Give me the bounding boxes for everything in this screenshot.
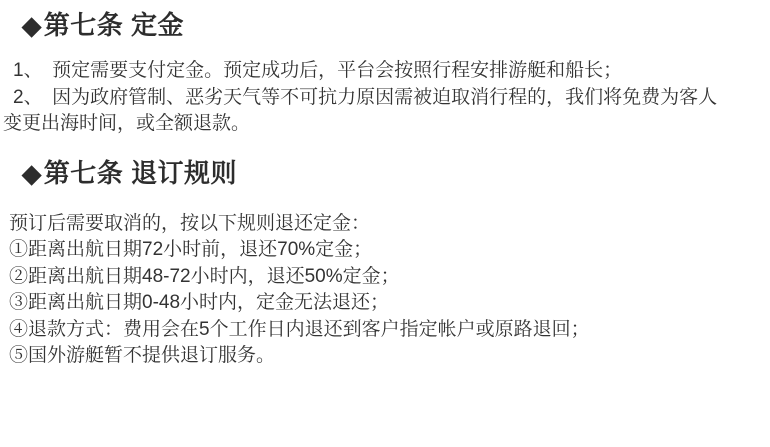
section-deposit <box>0 8 770 138</box>
deposit-term-line-2-continuation: 变更出海时间，或全额退款。 <box>3 113 251 134</box>
section-deposit-heading-text: 第七条 定金 <box>43 10 184 40</box>
diamond-icon: ◆ <box>22 159 42 188</box>
section-deposit-heading <box>0 8 770 43</box>
deposit-terms-list <box>0 58 770 138</box>
section-cancellation-rules <box>0 156 770 370</box>
deposit-term-line-2: 2、 因为政府管制、恶劣天气等不可抗力原因需被迫取消行程的，我们将免费为客人 <box>13 86 718 108</box>
cancellation-rules-list <box>0 211 770 370</box>
cancellation-rule-2: ②距离出航日期48-72小时内，退还50%定金； <box>9 265 400 287</box>
diamond-icon: ◆ <box>22 12 42 40</box>
cancellation-rule-4: ④退款方式：费用会在5个工作日内退还到客户指定帐户或原路退回； <box>9 318 590 340</box>
cancellation-rule-5: ⑤国外游艇暂不提供退订服务。 <box>9 345 276 366</box>
section-cancellation-heading <box>0 156 770 191</box>
deposit-term-line-1: 1、 预定需要支付定金。预定成功后，平台会按照行程安排游艇和船长； <box>13 60 623 81</box>
cancellation-rule-1: ①距离出航日期72小时前，退还70%定金； <box>9 239 373 260</box>
section-cancellation-heading-text: 第七条 退订规则 <box>43 157 237 188</box>
terms-document <box>0 8 770 447</box>
cancellation-rule-3: ③距离出航日期0-48小时内，定金无法退还； <box>9 292 390 313</box>
cancellation-intro-line: 预订后需要取消的，按以下规则退还定金： <box>9 212 371 234</box>
